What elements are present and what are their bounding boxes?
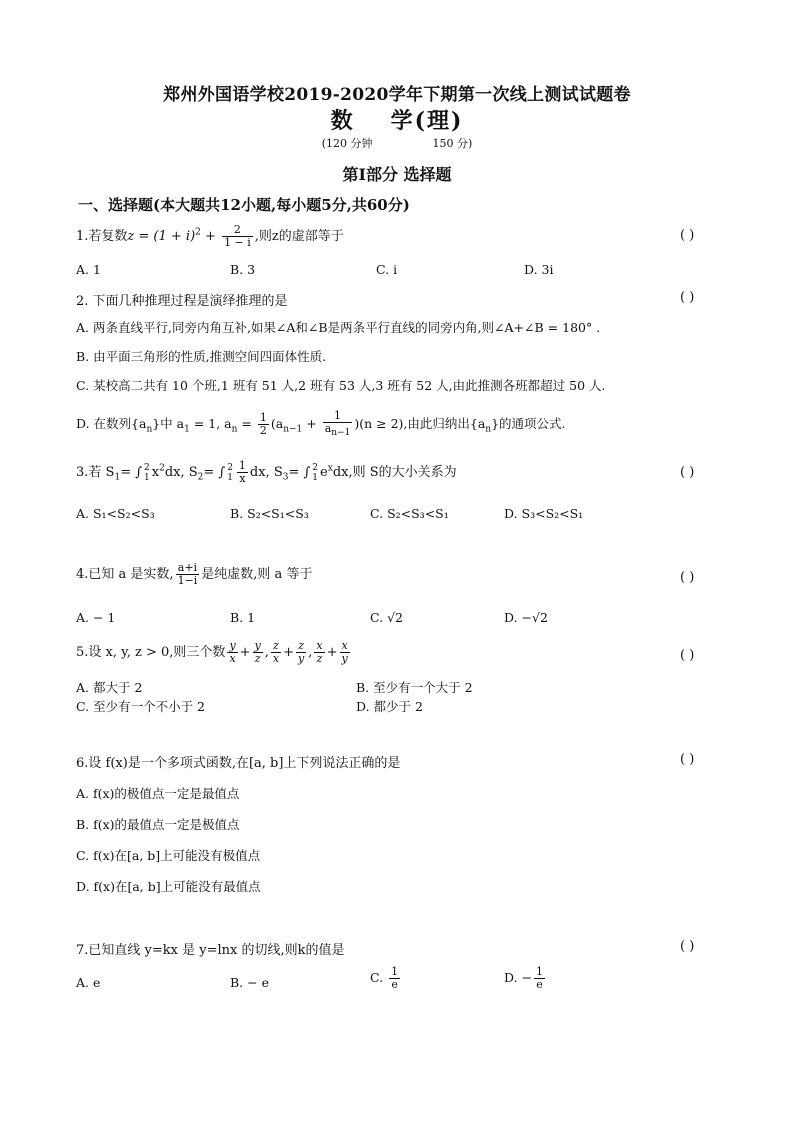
q2d-frac bbox=[323, 410, 353, 439]
q3-option-a: A. S₁<S₂<S₃ bbox=[76, 506, 155, 521]
question-4-stem bbox=[76, 562, 312, 587]
exam-time: (120 分钟 bbox=[321, 137, 373, 150]
q2d-frac-den bbox=[323, 423, 353, 439]
q2d-frac-den-a: a bbox=[324, 422, 332, 435]
q3-s1: 1 bbox=[114, 472, 121, 483]
q6-option-a: A. f(x)的极值点一定是最值点 bbox=[76, 786, 240, 801]
q2d-sub-nm1: n−1 bbox=[283, 424, 303, 435]
q3-answer-paren: ( ) bbox=[680, 465, 695, 480]
q3-f1-d: dx, S bbox=[164, 465, 198, 480]
q3-eq3: = ∫ bbox=[288, 465, 311, 480]
exam-meta bbox=[0, 135, 794, 151]
q7d-num: 1 bbox=[536, 965, 543, 978]
q2d-frac-num: 1 bbox=[323, 410, 353, 423]
q3-f3-exp: x bbox=[327, 463, 333, 474]
q4-answer-paren: ( ) bbox=[680, 570, 695, 585]
q1-suffix: ,则z的虚部等于 bbox=[254, 229, 344, 244]
q3-f3: e bbox=[320, 465, 328, 480]
q7-answer-paren: ( ) bbox=[680, 939, 695, 954]
q3-lim3 bbox=[312, 463, 318, 483]
q3-lim1 bbox=[144, 463, 150, 483]
question-1-stem bbox=[76, 224, 344, 249]
q3-f2-d: dx, S bbox=[249, 465, 283, 480]
q5-option-c: C. 至少有一个不小于 2 bbox=[76, 699, 205, 714]
q2-option-a: A. 两条直线平行,同旁内角互补,如果∠A和∠B是两条平行直线的同旁内角,则∠A+∠B = 180° . bbox=[76, 320, 601, 335]
q2d-half bbox=[258, 412, 269, 437]
q3-lim3-top: 2 bbox=[312, 462, 319, 473]
q2-option-c: C. 某校高二共有 10 个班,1 班有 51 人,2 班有 53 人,3 班有 52 人,由此推测各班都超过 50 人. bbox=[76, 378, 606, 393]
q5-option-b: B. 至少有一个大于 2 bbox=[356, 680, 473, 695]
q3-lim3-bot: 1 bbox=[312, 472, 319, 483]
question-6-stem: 6.设 f(x)是一个多项式函数,在[a, b]上下列说法正确的是 bbox=[76, 756, 401, 771]
q7c-den: e bbox=[391, 978, 398, 991]
q7d-den: e bbox=[536, 978, 543, 991]
question-2-stem: 2. 下面几种推理过程是演绎推理的是 bbox=[76, 294, 288, 309]
q7-option-a: A. e bbox=[76, 975, 101, 990]
q7-option-b: B. − e bbox=[230, 975, 269, 990]
q5-answer-paren: ( ) bbox=[680, 648, 695, 663]
q2d-frac-den-sub: n−1 bbox=[331, 428, 351, 439]
q5-xz: $\frac{x}{z}$ bbox=[316, 639, 323, 665]
q2d-plus: + bbox=[302, 416, 321, 432]
q5-prefix: 5.设 x, y, z > 0,则三个数 bbox=[76, 645, 226, 660]
subject-title bbox=[0, 104, 794, 135]
q7c-fraction bbox=[389, 966, 400, 991]
q1-option-a: A. 1 bbox=[76, 262, 101, 277]
q7c-prefix: C. bbox=[370, 970, 388, 985]
q2d-suffix: }的通项公式. bbox=[491, 416, 566, 432]
q3-lim2-top: 2 bbox=[227, 462, 233, 473]
q5-option-d: D. 都少于 2 bbox=[356, 699, 423, 714]
q4-frac-num: a+i bbox=[176, 562, 200, 575]
q5-zy: $\frac{z}{y}$ bbox=[298, 639, 305, 665]
part-heading: 第Ⅰ部分 选择题 bbox=[342, 165, 452, 184]
q2d-sub-n: n bbox=[146, 424, 153, 435]
q2d-sub-n2: n bbox=[231, 424, 238, 435]
q2d-half-num: 1 bbox=[259, 411, 267, 425]
q1-fraction bbox=[222, 224, 253, 249]
q4-fraction bbox=[176, 562, 200, 587]
q2d-eq: = 1, a bbox=[189, 416, 232, 432]
q4-frac-den: 1−i bbox=[177, 574, 198, 587]
q3-s3: 3 bbox=[282, 472, 289, 483]
q3-suffix: 的大小关系为 bbox=[378, 465, 457, 480]
q2-option-b: B. 由平面三角形的性质,推测空间四面体性质. bbox=[76, 349, 327, 364]
q2d-sub-1: 1 bbox=[184, 424, 190, 435]
q1-answer-paren: ( ) bbox=[680, 228, 695, 243]
question-7-stem: 7.已知直线 y=kx 是 y=lnx 的切线,则k的值是 bbox=[76, 943, 345, 958]
q5-xy: $\frac{x}{y}$ bbox=[341, 639, 348, 665]
q2-option-d bbox=[76, 410, 566, 439]
q2d-eq2: = bbox=[237, 416, 256, 432]
q3-option-d: D. S₃<S₂<S₁ bbox=[504, 506, 584, 521]
q4-option-d: D. −√2 bbox=[504, 610, 548, 625]
q7-option-d bbox=[504, 966, 547, 991]
q2d-paren-a: (a bbox=[270, 416, 284, 432]
q1-frac-den: 1 − i bbox=[224, 236, 251, 249]
q3-option-b: B. S₂<S₁<S₃ bbox=[230, 506, 309, 521]
q4-prefix: 4.已知 a 是实数, bbox=[76, 567, 174, 582]
q1-option-d: D. 3i bbox=[524, 262, 554, 277]
q3-f2 bbox=[237, 460, 248, 485]
section-heading: 一、选择题(本大题共12小题,每小题5分,共60分) bbox=[78, 196, 410, 214]
q3-eq1: = ∫ bbox=[120, 465, 142, 480]
q1-plus: + bbox=[200, 229, 221, 244]
q3-lim2 bbox=[227, 463, 233, 483]
q2d-prefix: D. 在数列{a bbox=[76, 416, 147, 432]
q3-f1-exp: 2 bbox=[159, 463, 165, 474]
question-5-stem: 5.设 x, y, z > 0,则三个数 $\frac{y}{x}$ + $\frac{y}{z}$ , $\frac{z}{x}$ + $\frac{z}{y}$ , $\frac{x}{z}$ + $\frac{x}{y}$ bbox=[76, 639, 348, 665]
q4-option-b: B. 1 bbox=[230, 610, 256, 625]
q5-yx: $\frac{y}{x}$ bbox=[229, 639, 236, 665]
q5-yz: $\frac{y}{z}$ bbox=[254, 639, 261, 665]
q6-option-c: C. f(x)在[a, b]上可能没有极值点 bbox=[76, 848, 261, 863]
q4-option-a: A. − 1 bbox=[76, 610, 116, 625]
q1-option-b: B. 3 bbox=[230, 262, 256, 277]
q4-option-c: C. √2 bbox=[370, 610, 403, 625]
question-3-stem bbox=[76, 460, 457, 485]
q5-zx: $\frac{z}{x}$ bbox=[272, 639, 280, 665]
q3-f2-den: x bbox=[239, 472, 246, 485]
q6-option-d: D. f(x)在[a, b]上可能没有最值点 bbox=[76, 879, 261, 894]
q1-frac-num: 2 bbox=[222, 224, 253, 237]
q6-option-b: B. f(x)的最值点一定是极值点 bbox=[76, 817, 240, 832]
subject-part-a: 数 bbox=[330, 108, 355, 134]
q6-answer-paren: ( ) bbox=[680, 752, 695, 767]
q5-option-a: A. 都大于 2 bbox=[76, 680, 143, 695]
q7c-num: 1 bbox=[391, 965, 399, 978]
q3-f1: x bbox=[151, 465, 160, 480]
exam-score: 150 分) bbox=[432, 137, 473, 150]
q1-option-c: C. i bbox=[376, 262, 398, 277]
q1-expr: z = (1 + i) bbox=[127, 229, 196, 244]
q3-s2: 2 bbox=[197, 472, 204, 483]
q3-option-c: C. S₂<S₃<S₁ bbox=[370, 506, 449, 521]
q3-eq2: = ∫ bbox=[203, 465, 226, 480]
q2d-half-den: 2 bbox=[259, 424, 267, 438]
q7d-fraction bbox=[534, 966, 545, 991]
q3-f3-d: dx,则 S bbox=[332, 465, 379, 480]
exam-title: 郑州外国语学校2019-2020学年下期第一次线上测试试题卷 bbox=[163, 85, 631, 105]
q3-lim1-top: 2 bbox=[144, 462, 150, 473]
q7d-prefix: D. − bbox=[504, 970, 532, 985]
q2d-mid: }中 a bbox=[152, 416, 185, 432]
q2d-paren-b: )(n ≥ 2),由此归纳出{a bbox=[354, 416, 486, 432]
q3-lim1-bot: 1 bbox=[144, 472, 150, 483]
q3-lim2-bot: 1 bbox=[227, 472, 233, 483]
q1-exp: 2 bbox=[195, 227, 201, 238]
q3-f2-num: 1 bbox=[238, 459, 246, 472]
q7-option-c bbox=[370, 966, 402, 991]
q2-answer-paren: ( ) bbox=[680, 290, 695, 305]
q2d-sub-n3: n bbox=[485, 424, 492, 435]
subject-part-b: 学(理) bbox=[390, 108, 464, 134]
q1-prefix: 1.若复数 bbox=[76, 229, 128, 244]
q4-suffix: 是纯虚数,则 a 等于 bbox=[201, 567, 313, 582]
q3-prefix: 3.若 S bbox=[76, 465, 115, 480]
